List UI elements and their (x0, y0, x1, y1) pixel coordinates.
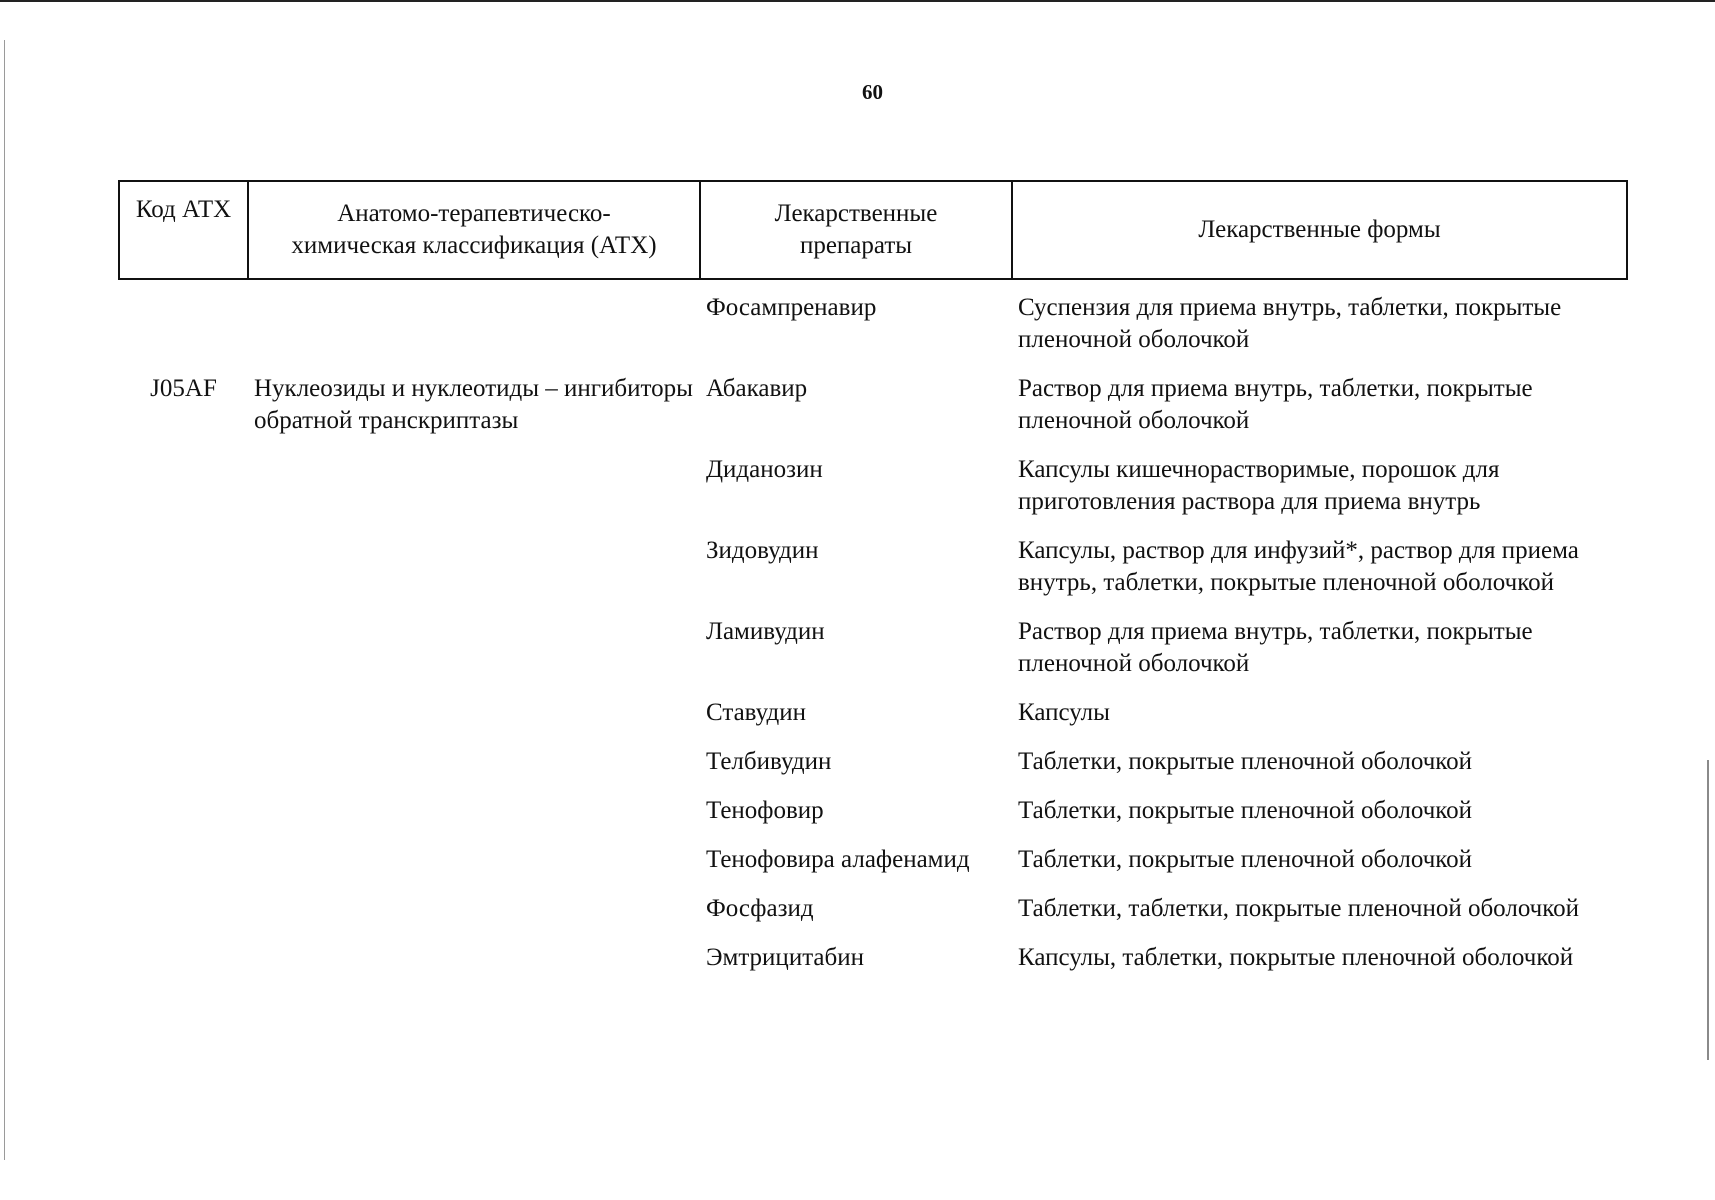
atc-group-name-cell: Нуклеозиды и нуклеотиды – ингибиторы обратной транскриптазы (254, 375, 693, 434)
header-drugs-line1: Лекарственные (774, 200, 938, 227)
drug-name-cell: Телбивудин (706, 748, 832, 775)
atc-drug-table (118, 180, 1628, 991)
scan-top-edge (0, 0, 1715, 2)
drug-name-cell: Абакавир (706, 375, 808, 402)
header-drugs-line2: препараты (799, 232, 913, 259)
page-number: 60 (862, 80, 883, 104)
empty-group-cell (248, 279, 700, 373)
dosage-form-cell: Таблетки, покрытые пленочной оболочкой (1018, 797, 1473, 824)
dosage-form-cell: Капсулы (1018, 699, 1110, 726)
table-body (119, 279, 1627, 991)
header-drugs (700, 181, 1012, 279)
dosage-form-cell: Капсулы, таблетки, покрытые пленочной оболочкой (1018, 944, 1574, 971)
dosage-form-cell: Таблетки, покрытые пленочной оболочкой (1018, 846, 1473, 873)
drug-name-cell: Фосфазид (706, 895, 814, 922)
header-atc-code: Код АТХ (119, 181, 248, 279)
dosage-form-cell: Раствор для приема внутрь, таблетки, покрытые пленочной оболочкой (1018, 375, 1533, 434)
drug-name-cell: Тенофовир (706, 797, 824, 824)
dosage-form-cell: Таблетки, покрытые пленочной оболочкой (1018, 748, 1473, 775)
table-row (119, 279, 1627, 373)
atc-code-cell: J05AF (150, 375, 217, 402)
dosage-form-cell: Таблетки, таблетки, покрытые пленочной оболочкой (1018, 895, 1580, 922)
drug-name-cell: Диданозин (706, 456, 823, 483)
drug-name-cell: Фосампренавир (706, 294, 877, 321)
header-dosage-forms: Лекарственные формы (1012, 181, 1627, 279)
dosage-form-cell: Капсулы кишечнорастворимые, порошок для приготовления раствора для приема внутрь (1018, 456, 1500, 515)
dosage-form-cell: Капсулы, раствор для инфузий*, раствор для приема внутрь, таблетки, покрытые пленочной оболочкой (1018, 537, 1579, 596)
drug-name-cell: Зидовудин (706, 537, 819, 564)
header-classification-line1: Анатомо-терапевтическо- (337, 200, 611, 227)
table-header (119, 181, 1627, 279)
drug-name-cell: Ламивудин (706, 618, 825, 645)
drug-name-cell: Тенофовира алафенамид (706, 846, 970, 873)
table-header-row (119, 181, 1627, 279)
table-row (119, 373, 1627, 454)
dosage-form-cell: Раствор для приема внутрь, таблетки, покрытые пленочной оболочкой (1018, 618, 1533, 677)
header-classification-line2: химическая классификация (АТХ) (291, 232, 657, 259)
scan-right-edge (1707, 760, 1709, 1060)
dosage-form-cell: Суспензия для приема внутрь, таблетки, покрытые пленочной оболочкой (1018, 294, 1562, 353)
empty-code-cell (119, 279, 248, 373)
scan-left-edge (4, 40, 5, 1160)
drug-name-cell: Эмтрицитабин (706, 944, 864, 971)
drug-name-cell: Ставудин (706, 699, 807, 726)
header-atc-classification (248, 181, 700, 279)
